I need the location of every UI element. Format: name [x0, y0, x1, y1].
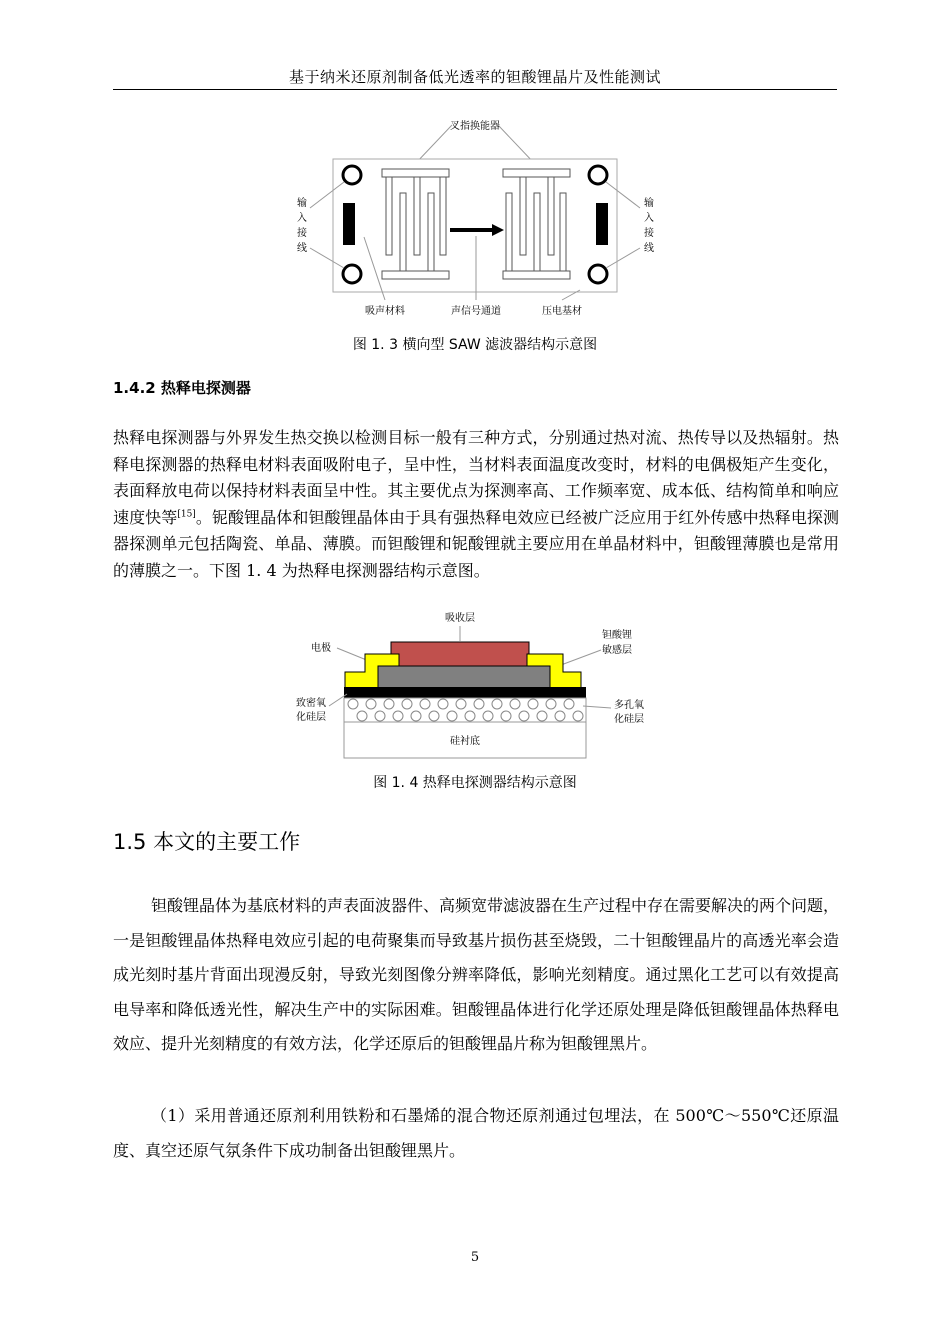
dense-oxide-layer [344, 687, 586, 698]
body-paragraph: （1）采用普通还原剂利用铁粉和石墨烯的混合物还原剂通过包埋法，在 500℃～550℃还原温度、真空还原气氛条件下成功制备出钽酸锂黑片。 [113, 1106, 839, 1160]
pyroelectric-detector-figure [285, 606, 665, 768]
absorber-label: 吸声材料 [365, 306, 405, 317]
svg-text:入: 入 [297, 213, 307, 224]
leader-line [498, 125, 535, 164]
svg-text:接: 接 [297, 228, 307, 239]
channel-label: 声信号通道 [451, 306, 501, 317]
leader-line [337, 648, 369, 661]
page-header: 基于纳米还原剂制备低光透率的钽酸锂晶片及性能测试 [288, 68, 661, 86]
svg-text:线: 线 [297, 243, 307, 254]
substrate-label: 压电基材 [542, 306, 582, 317]
si-substrate-label: 硅衬底 [450, 736, 480, 747]
absorb-layer-label: 吸收层 [445, 613, 475, 624]
porous-label: 多孔氧 [614, 700, 644, 711]
dense-label: 化硅层 [296, 712, 326, 723]
citation: [15] [177, 509, 196, 520]
leader-line [583, 706, 611, 708]
svg-text:输: 输 [644, 198, 654, 209]
dense-label: 致密氧 [296, 698, 326, 709]
bond-pad [589, 166, 607, 184]
section-heading: 1.5 本文的主要工作 [113, 830, 301, 854]
lt-label: 敏感层 [602, 645, 632, 656]
porous-label: 化硅层 [614, 714, 644, 725]
leader-line [415, 125, 452, 164]
svg-text:线: 线 [644, 243, 654, 254]
electrode-label: 电极 [311, 643, 331, 654]
figure-caption: 图 1. 3 横向型 SAW 滤波器结构示意图 [352, 337, 598, 353]
bond-pad [589, 265, 607, 283]
section-heading: 1.4.2 热释电探测器 [113, 379, 251, 397]
page-number: 5 [470, 1250, 480, 1265]
saw-filter-figure [280, 112, 670, 331]
header-rule [113, 89, 837, 90]
svg-text:输: 输 [297, 198, 307, 209]
svg-text:入: 入 [644, 213, 654, 224]
figure-caption: 图 1. 4 热释电探测器结构示意图 [373, 775, 577, 791]
body-paragraph: 钽酸锂晶体为基底材料的声表面波器件、高频宽带滤波器在生产过程中存在需要解决的两个问题，一是钽酸锂晶体热释电效应引起的电荷聚集而导致基片损伤甚至烧毁，二十钽酸锂晶片的高透光率会造成光刻时基片背面出现漫反射，导致光刻图像分辨率降低，影响光刻精度。通过黑化工艺可以有效提高电导率和降低透光性，解决生产中的实际困难。钽酸锂晶体进行化学还原处理是降低钽酸锂晶体热释电效应、提升光刻精度的有效方法，化学还原后的钽酸锂晶片称为钽酸锂黑片。 [113, 896, 840, 1053]
bond-pad [343, 166, 361, 184]
absorber-layer [391, 642, 529, 666]
svg-text:接: 接 [644, 228, 654, 239]
lt-label: 钽酸锂 [602, 630, 632, 641]
absorber-right [596, 203, 608, 245]
bond-pad [343, 265, 361, 283]
absorber-left [343, 203, 355, 245]
lt-sensitive-layer [378, 666, 550, 688]
idt-label: 叉指换能器 [450, 121, 500, 132]
body-paragraph: 热释电探测器与外界发生热交换以检测目标一般有三种方式，分别通过热对流、热传导以及热辐射。热释电探测器的热释电材料表面吸附电子，呈中性，当材料表面温度改变时，材料的电偶极矩产生变化，表面释放电荷以保持材料表面呈中性。其主要优点为探测率高、工作频率宽、成本低、结构简单和响应速度快等[15]。铌酸锂晶体和钽酸锂晶体由于具有强热释电效应已经被广泛应用于红外传感中热释电探测器探测单元包括陶瓷、单晶、薄膜。而钽酸锂和铌酸锂就主要应用在单晶材料中，钽酸锂薄膜也是常用的薄膜之一。下图 1. 4 为热释电探测器结构示意图。 [113, 428, 839, 580]
